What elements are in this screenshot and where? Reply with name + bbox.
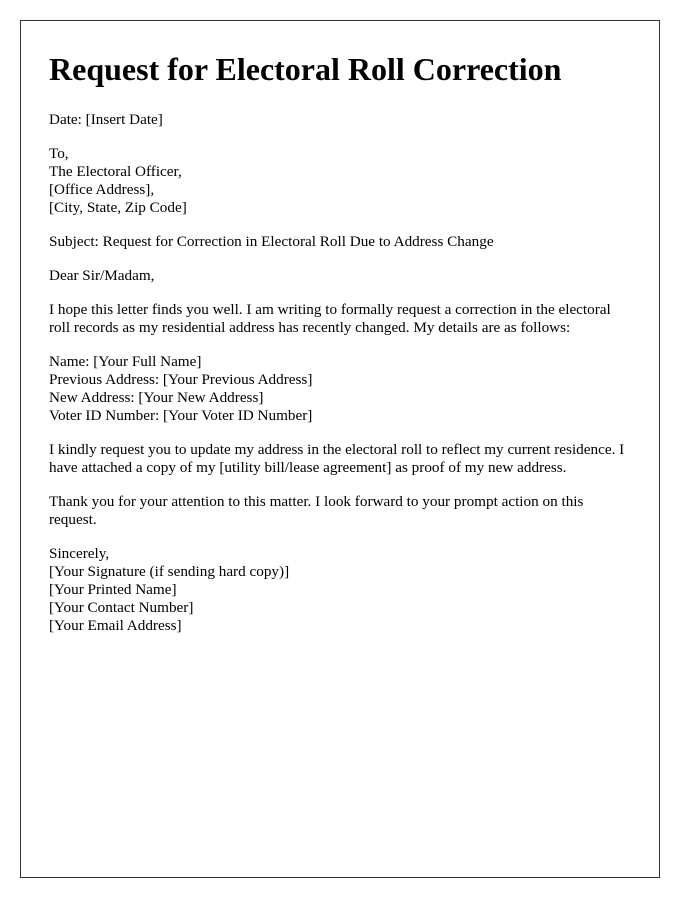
recipient-block	[49, 145, 633, 217]
printed-name-line: [Your Printed Name]	[49, 581, 177, 598]
recipient-line: To,	[49, 145, 69, 162]
detail-line: New Address: [Your New Address]	[49, 389, 264, 406]
closing-block	[49, 545, 633, 635]
recipient-line: [Office Address],	[49, 181, 155, 198]
recipient-line: [City, State, Zip Code]	[49, 199, 187, 216]
letter-page	[20, 20, 660, 878]
subject-line: Subject: Request for Correction in Electoral Roll Due to Address Change	[49, 233, 494, 250]
detail-line: Previous Address: [Your Previous Address]	[49, 371, 313, 388]
thanks-paragraph: Thank you for your attention to this matter. I look forward to your prompt action on this request.	[49, 493, 584, 528]
date-line: Date: [Insert Date]	[49, 111, 163, 128]
intro-paragraph: I hope this letter finds you well. I am writing to formally request a correction in the electoral roll records as my residential address has recently changed. My details are as follows:	[49, 301, 611, 336]
closing-line: Sincerely,	[49, 545, 110, 562]
letter-content	[49, 51, 633, 651]
detail-line: Name: [Your Full Name]	[49, 353, 202, 370]
salutation: Dear Sir/Madam,	[49, 267, 155, 284]
letter-title: Request for Electoral Roll Correction	[49, 51, 562, 87]
recipient-line: The Electoral Officer,	[49, 163, 182, 180]
email-address-line: [Your Email Address]	[49, 617, 182, 634]
details-block	[49, 353, 633, 425]
detail-line: Voter ID Number: [Your Voter ID Number]	[49, 407, 313, 424]
contact-number-line: [Your Contact Number]	[49, 599, 194, 616]
signature-line: [Your Signature (if sending hard copy)]	[49, 563, 290, 580]
request-paragraph: I kindly request you to update my address in the electoral roll to reflect my current residence. I have attached a copy of my [utility bill/lease agreement] as proof of my new address.	[49, 441, 625, 476]
